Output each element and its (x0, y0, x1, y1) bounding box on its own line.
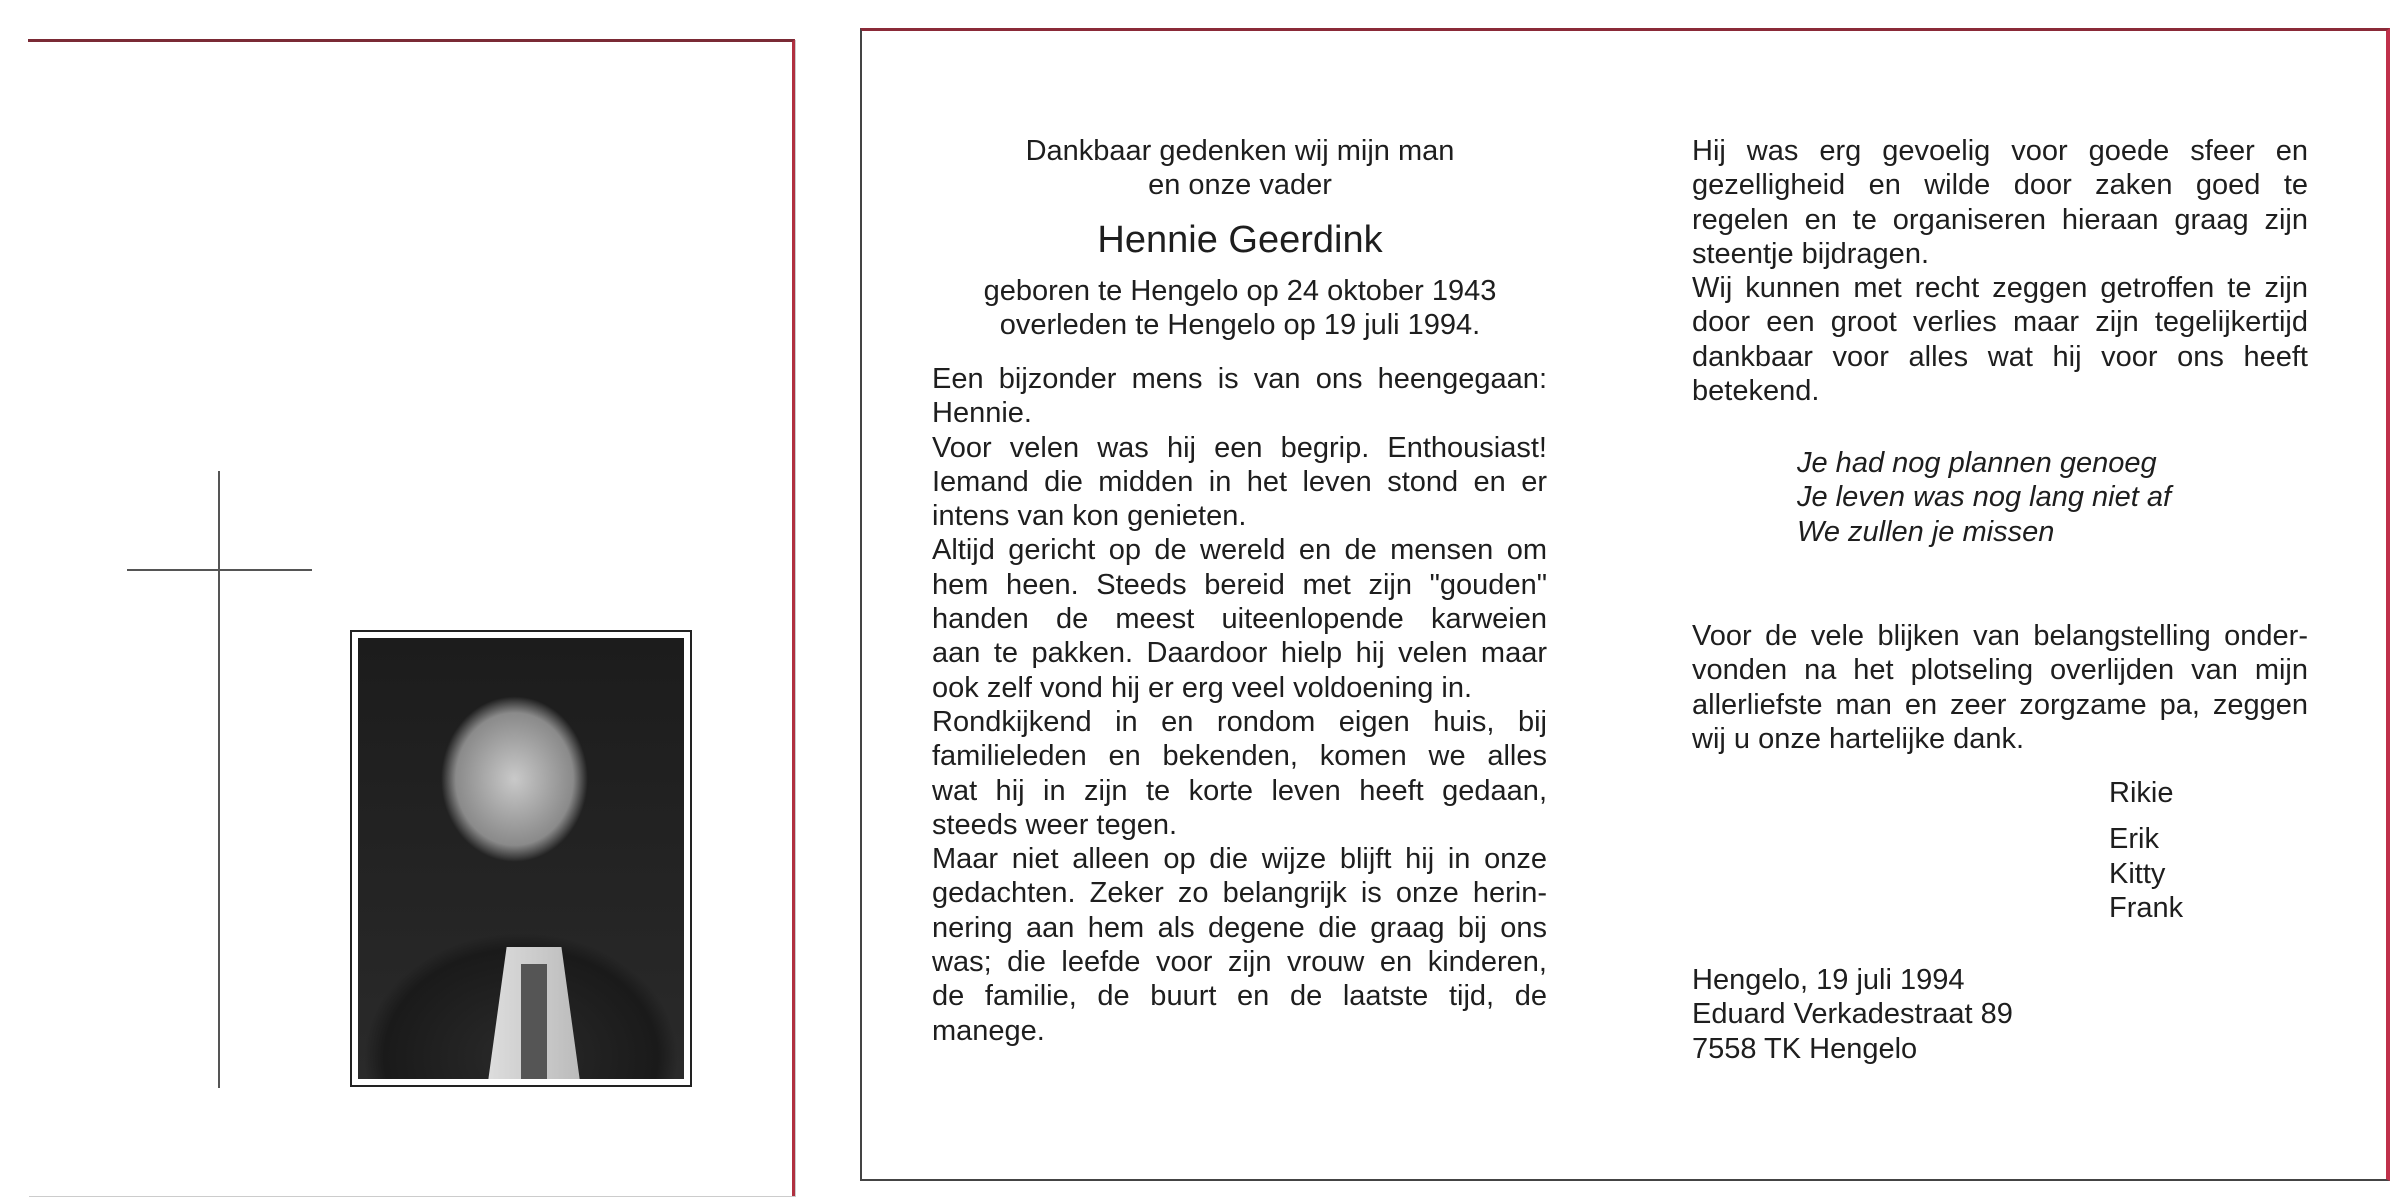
text-line: intens van kon genieten. (932, 500, 1247, 533)
text-line: nering aan hem als degene die graag bij ons (932, 911, 1547, 944)
signatory: Rikie (2109, 777, 2174, 809)
address-line: 7558 TK Hengelo (1692, 1032, 1918, 1065)
text-line: Hij was erg gevoelig voor goede sfeer en (1692, 135, 2308, 167)
text-line: wij u onze hartelijke dank. (1692, 722, 2025, 755)
portrait-photo (350, 630, 692, 1087)
dates (940, 274, 1540, 343)
text-line: steeds weer tegen. (932, 808, 1178, 841)
text-line: handen de meest uiteenlopende karweien (932, 603, 1547, 636)
signatory: Erik (2109, 823, 2159, 856)
tribute-text-left (932, 362, 1547, 1048)
intro-text (1000, 134, 1480, 203)
text-line: gedachten. Zeker zo belangrijk is onze herin- (932, 877, 1547, 910)
thanks-text (1692, 619, 2308, 756)
intro-line: en onze vader (1148, 169, 1332, 202)
poem (1797, 446, 2297, 549)
text-line: Maar niet alleen op die wijze blijft hij in onze (932, 843, 1547, 876)
address-line: Hengelo, 19 juli 1994 (1692, 964, 1965, 996)
text-line: Voor velen was hij een begrip. Enthousiast! (932, 431, 1547, 464)
text-line: Voor de vele blijken van belangstelling onder- (1692, 620, 2308, 652)
deceased-name: Hennie Geerdink (1097, 219, 1383, 261)
text-line: Wij kunnen met recht zeggen getroffen te zijn (1692, 272, 2308, 305)
text-line: de familie, de buurt en de laatste tijd, de (932, 980, 1547, 1013)
address (1692, 963, 2192, 1066)
text-line: dankbaar voor alles wat hij voor ons heeft (1692, 340, 2308, 373)
cross-icon (218, 471, 220, 1088)
text-line: was; die leefde voor zijn vrouw en kinderen, (932, 946, 1547, 979)
death-line: overleden te Hengelo op 19 juli 1994. (999, 309, 1481, 342)
text-line: hem heen. Steeds bereid met zijn "gouden" (932, 568, 1547, 601)
text-line: Een bijzonder mens is van ons heengegaan: (932, 363, 1547, 395)
text-line: familieleden en bekenden, komen we alles (932, 740, 1547, 773)
text-line: allerliefste man en zeer zorgzame pa, zeggen (1692, 688, 2308, 721)
text-line: betekend. (1692, 375, 1820, 408)
birth-line: geboren te Hengelo op 24 oktober 1943 (983, 275, 1497, 307)
text-line: Hennie. (932, 397, 1032, 430)
signatories (2109, 776, 2309, 925)
poem-line: Je leven was nog lang niet af (1797, 481, 2172, 514)
tribute-text-right (1692, 134, 2308, 408)
text-line: Altijd gericht op de wereld en de mensen om (932, 534, 1547, 567)
text-line: regelen en te organiseren hieraan graag zijn (1692, 203, 2308, 236)
text-line: vonden na het plotseling overlijden van mijn (1692, 654, 2308, 687)
text-line: manege. (932, 1014, 1045, 1047)
poem-line: We zullen je missen (1797, 515, 2055, 548)
text-line: Iemand die midden in het leven stond en er (932, 465, 1547, 498)
text-line: gezelligheid en wilde door zaken goed te (1692, 169, 2308, 202)
signatory: Kitty (2109, 857, 2166, 890)
cross-icon-bar (127, 569, 312, 571)
text-line: steentje bijdragen. (1692, 237, 1929, 270)
intro-line: Dankbaar gedenken wij mijn man (1025, 135, 1455, 167)
text-line: aan te pakken. Daardoor hielp hij velen maar (932, 637, 1547, 670)
poem-line: Je had nog plannen genoeg (1797, 447, 2157, 479)
text-line: Rondkijkend in en rondom eigen huis, bij (932, 705, 1547, 738)
signatory: Frank (2109, 891, 2184, 924)
text-line: ook zelf vond hij er erg veel voldoening in. (932, 671, 1473, 704)
text-line: door een groot verlies maar zijn tegelijkertijd (1692, 306, 2308, 339)
text-line: wat hij in zijn te korte leven heeft gedaan, (932, 774, 1547, 807)
address-line: Eduard Verkadestraat 89 (1692, 998, 2013, 1031)
